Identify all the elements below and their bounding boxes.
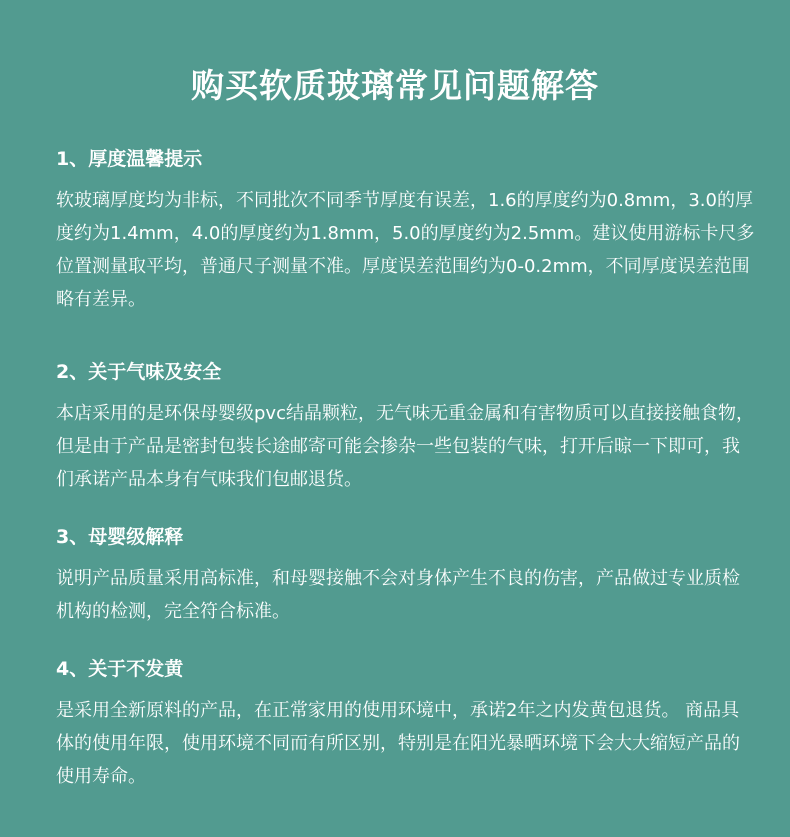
- section-body: 本店采用的是环保母婴级pvc结晶颗粒，无气味无重金属和有害物质可以直接接触食物，但是由于产品是密封包装长途邮寄可能会掺杂一些包装的气味，打开后晾一下即可，我们承诺产品本身有气味我们包邮退货。: [56, 403, 754, 490]
- faq-section-thickness: [56, 145, 756, 316]
- section-heading: 1、厚度温馨提示: [56, 148, 203, 170]
- section-body: 是采用全新原料的产品，在正常家用的使用环境中，承诺2年之内发黄包退货。 商品具体的使用年限，使用环境不同而有所区别，特别是在阳光暴晒环境下会大大缩短产品的使用寿命。: [56, 700, 740, 787]
- section-body: 软玻璃厚度均为非标，不同批次不同季节厚度有误差，1.6的厚度约为0.8mm，3.0的厚度约为1.4mm，4.0的厚度约为1.8mm，5.0的厚度约为2.5mm。建议使用游标卡尺多位置测量取平均，普通尺子测量不准。厚度误差范围约为0-0.2mm，不同厚度误差范围略有差异。: [56, 190, 755, 310]
- section-heading: 4、关于不发黄: [56, 658, 184, 680]
- section-body: 说明产品质量采用高标准，和母婴接触不会对身体产生不良的伤害，产品做过专业质检机构的检测，完全符合标准。: [56, 568, 740, 622]
- section-heading: 2、关于气味及安全: [56, 361, 222, 383]
- section-heading: 3、母婴级解释: [56, 526, 184, 548]
- faq-section-no-yellowing: [56, 655, 756, 793]
- faq-section-odor-safety: [56, 358, 756, 496]
- faq-section-maternal-grade: [56, 523, 756, 628]
- page-title: 购买软质玻璃常见问题解答: [191, 66, 599, 106]
